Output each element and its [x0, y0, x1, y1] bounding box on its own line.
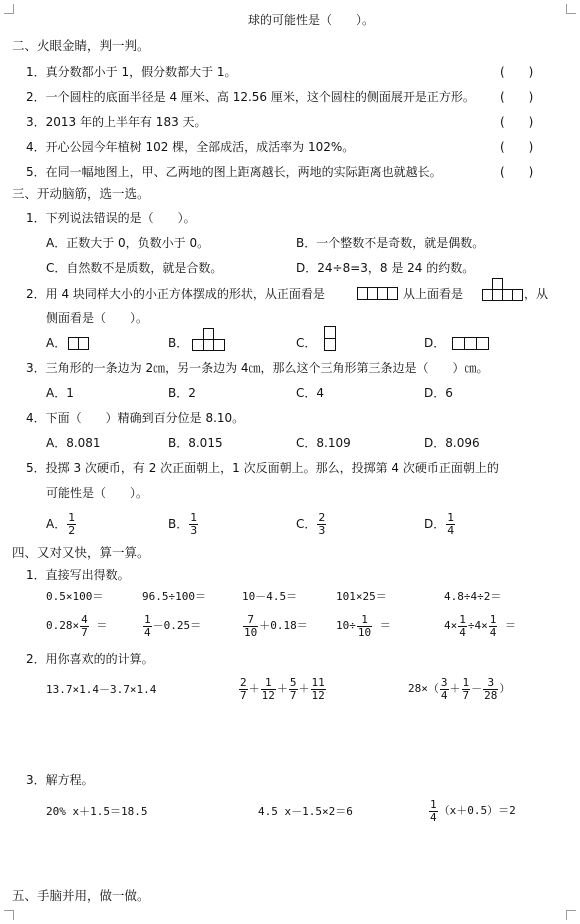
denominator: 3 — [190, 524, 198, 537]
choice-q4-stem: 4．下面（ ）精确到百分位是 8.10。 — [26, 411, 245, 425]
numerator: 3 — [440, 675, 448, 689]
answer-blank[interactable]: ( ) — [500, 90, 534, 104]
fraction — [357, 614, 372, 639]
choice-q1-option-d[interactable]: D．24÷8=3，8 是 24 的约数。 — [296, 261, 475, 275]
choice-q2-stem-3: ，从 — [524, 287, 549, 301]
fraction — [446, 512, 455, 537]
numerator: 2 — [240, 675, 247, 689]
answer-blank[interactable]: ( ) — [500, 140, 534, 154]
choice-q3-option-a[interactable]: A．1 — [46, 386, 74, 400]
choice-q3-option-c[interactable]: C．4 — [296, 386, 325, 400]
choice-q3-option-d[interactable]: D．6 — [424, 386, 453, 400]
mental-calc-8 — [242, 612, 308, 640]
fraction — [239, 677, 248, 702]
denominator: 28 — [484, 688, 498, 702]
numerator: 1 — [489, 612, 497, 626]
page-corner-mark — [4, 910, 14, 920]
denominator: 7 — [462, 688, 470, 702]
choice-q2-option-a[interactable]: A． — [46, 336, 67, 350]
numerator: 1 — [264, 675, 272, 689]
mental-calc-9 — [336, 612, 391, 640]
fraction — [261, 677, 276, 702]
fraction — [489, 614, 498, 639]
page-corner-mark — [566, 910, 576, 920]
mental-calc-5: 4.8÷4÷2＝ — [444, 590, 502, 603]
option-c-figure — [324, 326, 338, 352]
judge-item-5: 5．在同一幅地图上，甲、乙两地的图上距离越长，两地的实际距离也就越长。 — [26, 165, 442, 179]
numerator: 1 — [361, 612, 368, 626]
mental-calc-4: 101×25＝ — [336, 590, 387, 603]
numerator: 2 — [318, 511, 326, 524]
numerator: 1 — [462, 675, 470, 689]
section-2-title: 二、火眼金睛，判一判。 — [12, 38, 150, 53]
choice-q1-option-a[interactable]: A．正数大于 0，负数小于 0。 — [46, 236, 210, 250]
choice-q5-option-c[interactable] — [296, 510, 327, 538]
fraction — [317, 512, 326, 537]
fraction — [80, 614, 89, 639]
denominator: 4 — [447, 524, 455, 537]
mental-calc-7 — [142, 612, 201, 640]
operator: ＋ — [248, 682, 260, 695]
denominator: 7 — [289, 688, 297, 702]
top-view-figure — [482, 278, 524, 302]
simplify-expr-2 — [238, 674, 327, 704]
page-corner-mark — [4, 4, 14, 14]
section-3-title: 三、开动脑筋，选一选。 — [12, 186, 150, 201]
option-b-figure — [192, 328, 226, 352]
denominator: 2 — [68, 524, 76, 537]
fraction — [67, 512, 76, 537]
choice-q1-option-b[interactable]: B．一个整数不是奇数，就是偶数。 — [296, 236, 485, 250]
numerator: 1 — [190, 511, 198, 524]
judge-item-2: 2．一个圆柱的底面半径是 4 厘米、高 12.56 厘米，这个圆柱的侧面展开是正方形。 — [26, 90, 475, 104]
expr-text: ＝ — [96, 619, 108, 632]
choice-q4-option-b[interactable]: B．8.015 — [168, 436, 223, 450]
judge-item-3: 3．2013 年的上半年有 183 天。 — [26, 115, 207, 129]
expr-text: ＝ — [505, 619, 516, 632]
denominator: 4 — [430, 810, 437, 824]
fraction — [462, 677, 471, 702]
section-5-title: 五、手脑并用，做一做。 — [12, 888, 150, 903]
choice-q5-stem-2: 可能性是（ ）。 — [46, 486, 149, 500]
calc-part-1-title: 1．直接写出得数。 — [26, 568, 130, 582]
section-4-title: 四、又对又快，算一算。 — [12, 545, 150, 560]
denominator: 10 — [244, 625, 258, 639]
fraction — [189, 512, 198, 537]
choice-q4-option-a[interactable]: A．8.081 — [46, 436, 101, 450]
option-a-figure — [68, 337, 90, 351]
choice-q1-option-c[interactable]: C．自然数不是质数，就是合数。 — [46, 261, 223, 275]
fraction — [243, 614, 258, 639]
answer-blank[interactable]: ( ) — [500, 115, 534, 129]
denominator: 7 — [240, 688, 247, 702]
numerator: 3 — [487, 675, 495, 689]
calc-part-3-title: 3．解方程。 — [26, 773, 94, 787]
expr-text: －0.25＝ — [152, 619, 202, 632]
choice-q5-stem: 5．投掷 3 次硬币，有 2 次正面朝上，1 次反面朝上。那么，投掷第 4 次硬币正面朝上的 — [26, 461, 499, 475]
expr-text: 28×（ — [408, 682, 439, 695]
choice-q3-option-b[interactable]: B．2 — [168, 386, 196, 400]
expr-text: 4× — [444, 619, 458, 632]
option-d-figure — [452, 337, 492, 351]
operator: ＋ — [276, 682, 288, 695]
operator: ＋ — [298, 682, 310, 695]
mental-calc-3: 10－4.5＝ — [242, 590, 298, 603]
expr-text: ＋0.18＝ — [259, 619, 308, 632]
choice-q4-option-d[interactable]: D．8.096 — [424, 436, 480, 450]
fraction — [429, 799, 438, 824]
simplify-expr-1: 13.7×1.4－3.7×1.4 — [46, 683, 157, 696]
mental-calc-1: 0.5×100＝ — [46, 590, 104, 603]
choice-q4-option-c[interactable]: C．8.109 — [296, 436, 351, 450]
choice-q3-stem: 3．三角形的一条边为 2㎝，另一条边为 4㎝，那么这个三角形第三条边是（ ）㎝。 — [26, 361, 489, 375]
fraction — [440, 677, 449, 702]
denominator: 4 — [440, 688, 448, 702]
simplify-expr-3 — [408, 674, 510, 704]
numerator: 1 — [430, 797, 437, 811]
mental-calc-6 — [46, 612, 107, 640]
judge-item-1: 1．真分数都小于 1，假分数都大于 1。 — [26, 65, 237, 79]
choice-q2-stem: 2．用 4 块同样大小的小正方体摆成的形状，从正面看是 — [26, 287, 325, 301]
denominator: 4 — [489, 625, 497, 639]
denominator: 10 — [357, 625, 372, 639]
choice-q5-option-d[interactable] — [424, 510, 456, 538]
choice-q1-stem: 1．下列说法错误的是（ ）。 — [26, 211, 196, 225]
operator: ＋ — [449, 682, 461, 695]
numerator: 1 — [68, 511, 76, 524]
denominator: 12 — [311, 688, 325, 702]
fraction — [311, 677, 326, 702]
choice-q5-option-a[interactable] — [46, 510, 77, 538]
fraction — [458, 614, 467, 639]
expr-text: ＝ — [379, 619, 391, 632]
operator: － — [471, 682, 483, 695]
choice-q2-stem-2: 从上面看是 — [403, 287, 464, 301]
denominator: 3 — [318, 524, 326, 537]
answer-blank[interactable]: ( ) — [500, 165, 534, 179]
denominator: 7 — [81, 625, 88, 639]
choice-q2-option-d[interactable]: D． — [424, 336, 446, 350]
numerator: 1 — [459, 612, 466, 626]
denominator: 4 — [144, 625, 151, 639]
numerator: 7 — [247, 612, 254, 626]
expr-text: ） — [499, 682, 511, 695]
mental-calc-2: 96.5÷100＝ — [142, 590, 206, 603]
option-letter: D． — [424, 517, 446, 531]
mental-calc-10 — [444, 612, 516, 640]
numerator: 5 — [289, 675, 297, 689]
option-letter: B． — [168, 517, 189, 531]
expr-text: （x＋0.5）＝2 — [438, 804, 516, 817]
fraction — [289, 677, 298, 702]
judge-item-4: 4．开心公园今年植树 102 棵，全部成活，成活率为 102%。 — [26, 140, 355, 154]
choice-q5-option-b[interactable] — [168, 510, 199, 538]
numerator: 4 — [81, 612, 88, 626]
denominator: 12 — [261, 688, 275, 702]
expr-text: 0.28× — [46, 619, 80, 632]
carry-over-line: 球的可能性是（ ）。 — [248, 13, 375, 27]
front-view-figure — [357, 287, 399, 301]
calc-part-2-title: 2．用你喜欢的的计算。 — [26, 652, 154, 666]
fraction — [143, 614, 152, 639]
choice-q2-option-b[interactable]: B． — [168, 336, 189, 350]
answer-blank[interactable]: ( ) — [500, 65, 534, 79]
equation-3 — [428, 796, 516, 826]
expr-text: ÷4× — [467, 619, 488, 632]
numerator: 1 — [447, 511, 455, 524]
option-letter: C． — [296, 517, 317, 531]
choice-q2-option-c[interactable]: C． — [296, 336, 317, 350]
page-corner-mark — [566, 4, 576, 14]
choice-q2-stem-4: 侧面看是（ ）。 — [46, 311, 149, 325]
expr-text: 10÷ — [336, 619, 356, 632]
denominator: 4 — [459, 625, 466, 639]
equation-2: 4.5 x－1.5×2＝6 — [258, 805, 353, 818]
equation-1: 20% x＋1.5＝18.5 — [46, 805, 148, 818]
numerator: 11 — [311, 675, 325, 689]
numerator: 1 — [144, 612, 151, 626]
option-letter: A． — [46, 517, 67, 531]
fraction — [483, 677, 498, 702]
